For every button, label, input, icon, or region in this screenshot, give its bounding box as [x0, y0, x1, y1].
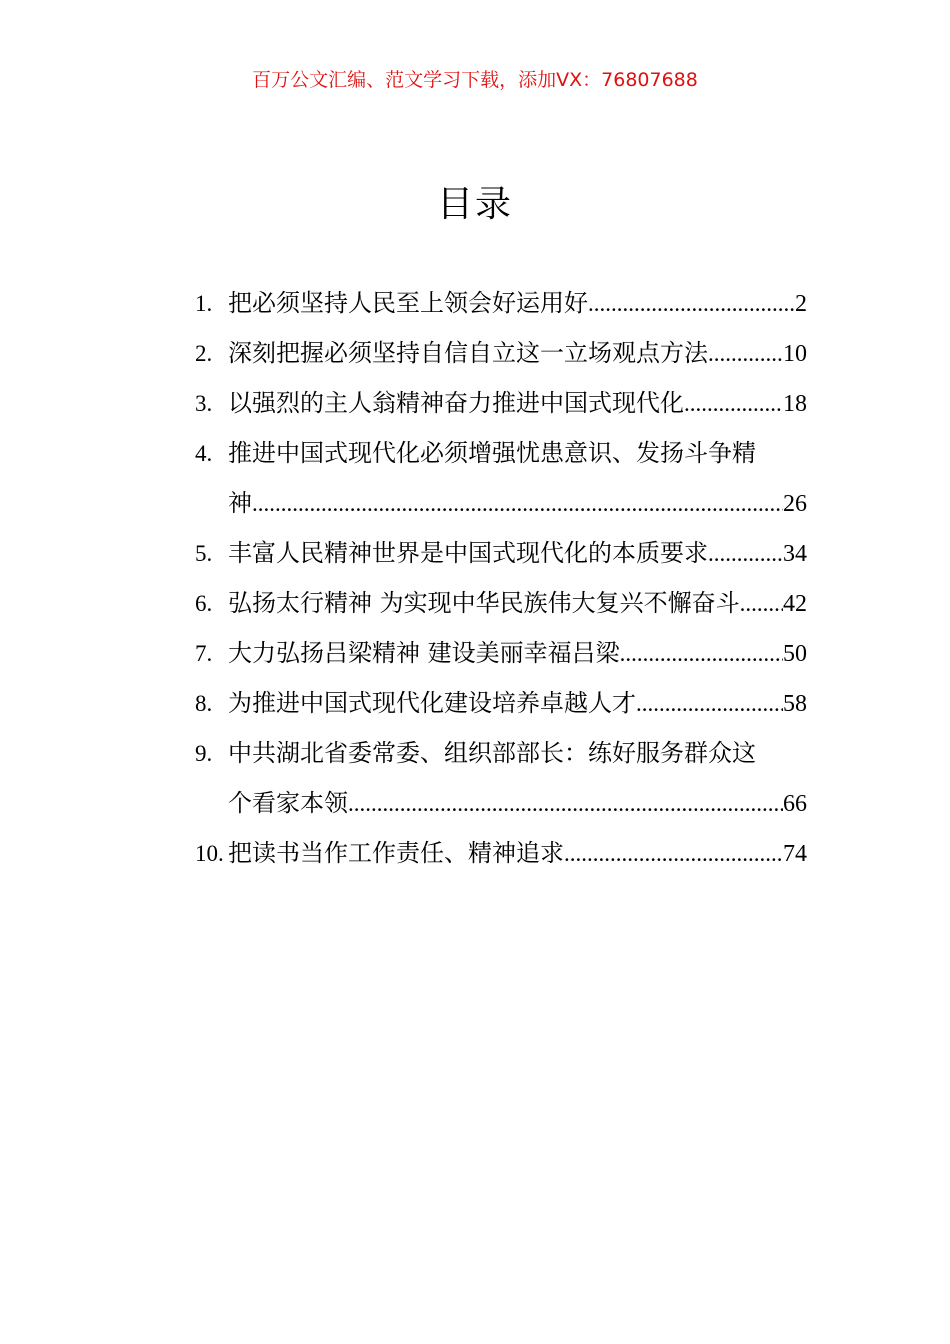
page-title: 目录 — [436, 184, 513, 225]
toc-line — [195, 378, 807, 428]
toc-entry[interactable] — [195, 578, 807, 628]
toc-entry-number: 3. — [195, 391, 213, 416]
toc-entry-page: 66 — [783, 791, 807, 817]
toc-entry-title: 把读书当作工作责任、精神追求 — [228, 839, 564, 867]
toc-line-continued — [195, 478, 807, 528]
toc-leader-dots — [348, 779, 783, 829]
toc-entry-number: 8. — [195, 691, 213, 716]
toc-entry-page: 58 — [783, 691, 807, 717]
toc-entry-title: 弘扬太行精神 为实现中华民族伟大复兴不懈奋斗 — [228, 589, 740, 617]
toc-entry[interactable] — [195, 428, 807, 528]
toc-entry-title: 以强烈的主人翁精神奋力推进中国式现代化 — [228, 389, 684, 417]
toc-entry-title-cont: 个看家本领 — [228, 789, 348, 817]
toc-entry[interactable] — [195, 728, 807, 828]
toc-entry-number: 4. — [195, 441, 213, 466]
toc-leader-dots — [620, 629, 783, 679]
toc-leader-dots — [252, 479, 783, 529]
header-note: 百万公文汇编、范文学习下载，添加VX：76807688 — [252, 69, 698, 91]
toc-line — [195, 728, 807, 778]
toc-entry[interactable] — [195, 278, 807, 328]
toc-entry-title: 大力弘扬吕梁精神 建设美丽幸福吕梁 — [228, 639, 620, 667]
toc-entry-number: 1. — [195, 291, 213, 316]
toc-entry-page: 42 — [783, 591, 807, 617]
toc-leader-dots — [708, 529, 783, 579]
toc-entry-number: 9. — [195, 741, 213, 766]
toc-entry-number: 5. — [195, 541, 213, 566]
toc-leader-dots — [588, 279, 795, 329]
toc-line — [195, 578, 807, 628]
toc-entry-title: 中共湖北省委常委、组织部部长：练好服务群众这 — [228, 739, 756, 767]
toc-entry-number: 7. — [195, 641, 213, 666]
toc-leader-dots — [684, 379, 783, 429]
toc-line — [195, 428, 807, 478]
toc-entry-title: 为推进中国式现代化建设培养卓越人才 — [228, 689, 636, 717]
toc-leader-dots — [708, 329, 783, 379]
toc-line — [195, 278, 807, 328]
toc-entry-title-cont: 神 — [228, 489, 252, 517]
toc-entry-page: 18 — [783, 391, 807, 417]
toc-entry-title: 丰富人民精神世界是中国式现代化的本质要求 — [228, 539, 708, 567]
toc-line-continued — [195, 778, 807, 828]
toc-entry-title: 深刻把握必须坚持自信自立这一立场观点方法 — [228, 339, 708, 367]
toc-entry-number: 10. — [195, 841, 224, 866]
toc-line — [195, 828, 807, 878]
toc-line — [195, 528, 807, 578]
toc-line — [195, 328, 807, 378]
toc-entry[interactable] — [195, 378, 807, 428]
toc-entry-number: 2. — [195, 341, 213, 366]
toc-entry[interactable] — [195, 328, 807, 378]
toc-entry-title: 推进中国式现代化必须增强忧患意识、发扬斗争精 — [228, 439, 756, 467]
toc-leader-dots — [564, 829, 783, 879]
toc-line — [195, 628, 807, 678]
toc-entry-title: 把必须坚持人民至上领会好运用好 — [228, 289, 588, 317]
toc-entry-page: 74 — [783, 841, 807, 867]
toc-line — [195, 678, 807, 728]
toc-entry-number: 6. — [195, 591, 213, 616]
toc-leader-dots — [636, 679, 783, 729]
toc-entry-page: 34 — [783, 541, 807, 567]
table-of-contents — [195, 278, 807, 878]
toc-entry-page: 10 — [783, 341, 807, 367]
toc-leader-dots — [740, 579, 783, 629]
toc-entry[interactable] — [195, 528, 807, 578]
toc-entry[interactable] — [195, 678, 807, 728]
toc-entry-page: 26 — [783, 491, 807, 517]
toc-entry[interactable] — [195, 828, 807, 878]
toc-entry-page: 50 — [783, 641, 807, 667]
toc-entry-page: 2 — [795, 291, 807, 317]
toc-entry[interactable] — [195, 628, 807, 678]
